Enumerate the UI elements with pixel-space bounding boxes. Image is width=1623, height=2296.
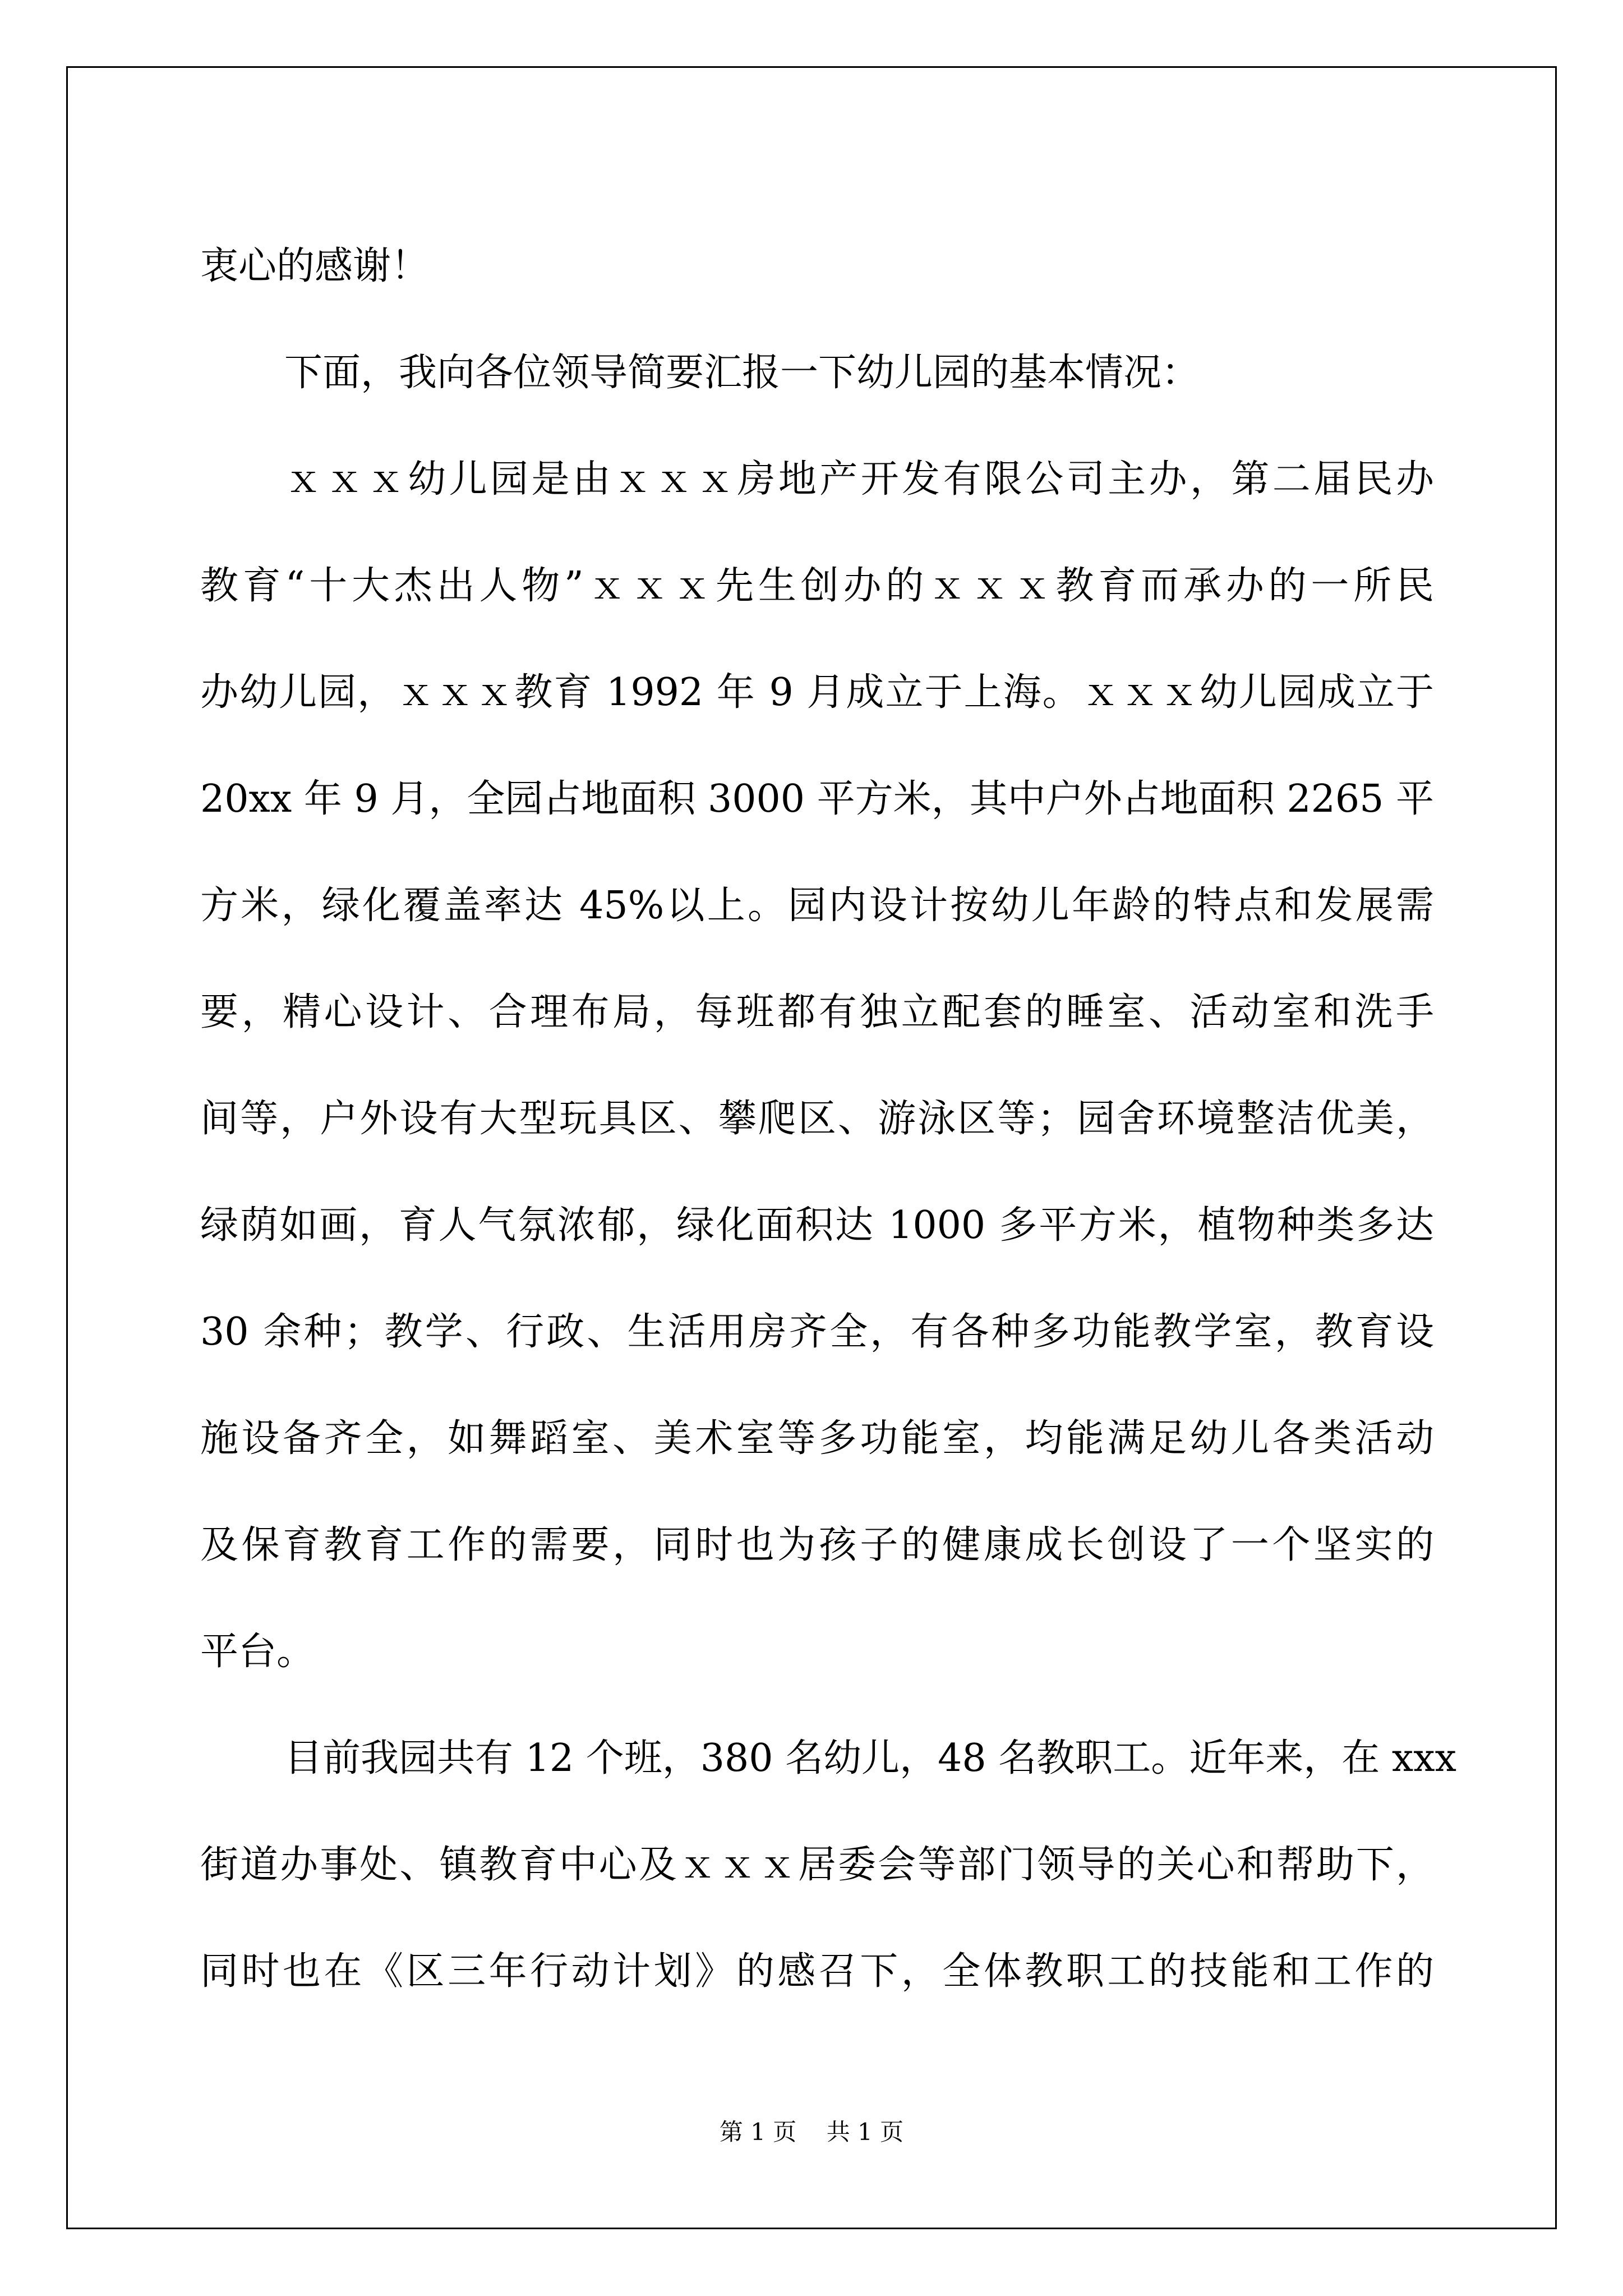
text-line: 平台。 [200,1630,315,1674]
text-line: ｘｘｘ幼儿园是由ｘｘｘ房地产开发有限公司主办，第二届民办 [284,457,1434,501]
text-line: 教育“十大杰出人物”ｘｘｘ先生创办的ｘｘｘ教育而承办的一所民 [200,564,1434,608]
text-line: 方米，绿化覆盖率达 45%以上。园内设计按幼儿年龄的特点和发展需 [200,884,1434,928]
text-line: 要，精心设计、合理布局，每班都有独立配套的睡室、活动室和洗手 [200,990,1434,1034]
text-line: 下面，我向各位领导简要汇报一下幼儿园的基本情况： [284,351,1200,395]
text-line: 20xx 年 9 月，全园占地面积 3000 平方米，其中户外占地面积 2265 平 [200,777,1434,821]
text-line: 及保育教育工作的需要，同时也为孩子的健康成长创设了一个坚实的 [200,1523,1434,1567]
text-line: 绿荫如画，育人气氛浓郁，绿化面积达 1000 多平方米，植物种类多达 [200,1203,1434,1248]
text-line: 同时也在《区三年行动计划》的感召下，全体教职工的技能和工作的 [200,1949,1434,1994]
text-line: 办幼儿园，ｘｘｘ教育 1992 年 9 月成立于上海。ｘｘｘ幼儿园成立于 [200,670,1434,715]
text-line: 施设备齐全，如舞蹈室、美术室等多功能室，均能满足幼儿各类活动 [200,1416,1434,1461]
text-line: 间等，户外设有大型玩具区、攀爬区、游泳区等；园舍环境整洁优美， [200,1097,1434,1141]
text-line: 街道办事处、镇教育中心及ｘｘｘ居委会等部门领导的关心和帮助下， [200,1843,1434,1887]
document-body [200,213,1456,2025]
page-number-footer: 第 1 页 共 1 页 [719,2118,904,2146]
text-line: 目前我园共有 12 个班，380 名幼儿，48 名教职工。近年来，在 xxx [284,1736,1456,1780]
text-line: 30 余种；教学、行政、生活用房齐全，有各种多功能教学室，教育设 [200,1310,1434,1354]
text-line: 衷心的感谢！ [200,244,430,288]
